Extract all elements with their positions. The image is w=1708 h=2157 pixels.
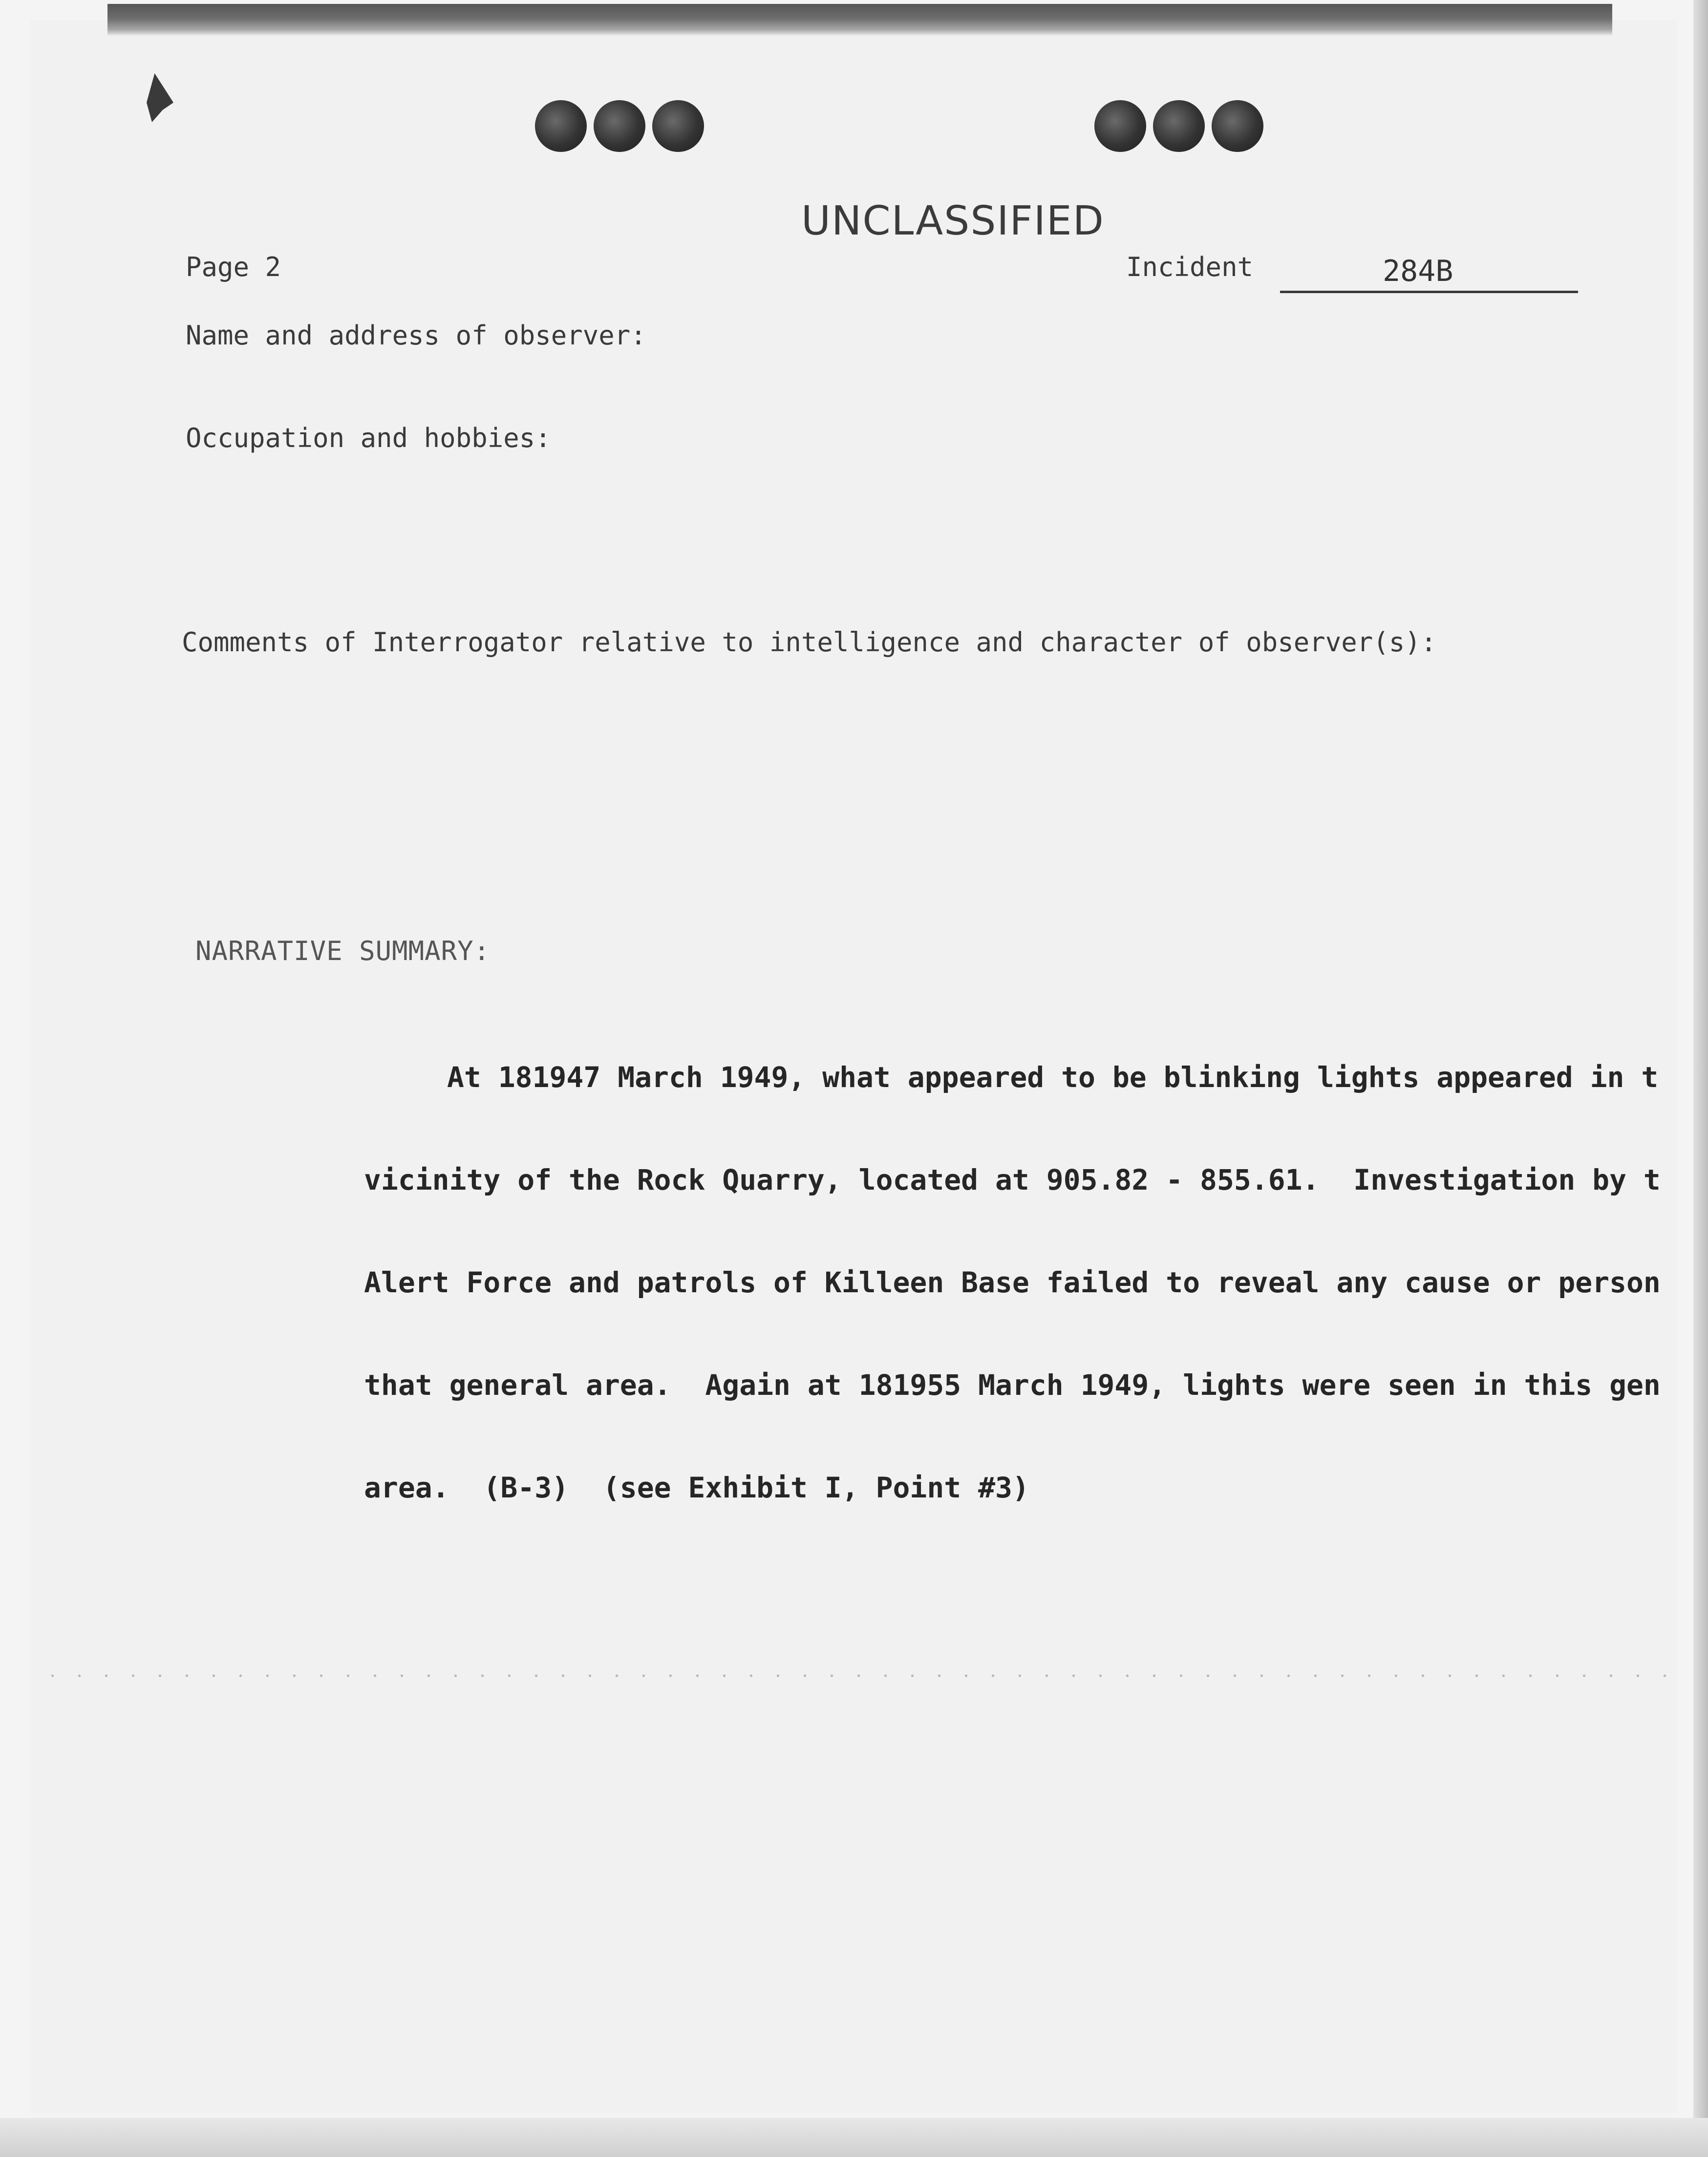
scan-speckles [39,1673,1671,1678]
punch-hole [535,100,587,152]
narrative-line: At 181947 March 1949, what appeared to be blinking lights appeared in t [447,1061,1659,1094]
scan-bottom-edge [0,2118,1708,2157]
punch-hole [1094,100,1146,152]
occupation-label: Occupation and hobbies: [186,423,551,453]
narrative-summary-text [364,992,1673,1539]
punch-hole [1212,100,1263,152]
punch-hole [652,100,704,152]
observer-name-label: Name and address of observer: [186,320,646,351]
comments-label: Comments of Interrogator relative to intelligence and character of observer(s): [182,627,1437,658]
punch-hole [594,100,645,152]
narrative-line: that general area. Again at 181955 March 1949, lights were seen in this gen [364,1368,1661,1402]
narrative-summary-heading: NARRATIVE SUMMARY: [195,936,491,966]
scan-right-edge [1693,0,1708,2157]
narrative-line: vicinity of the Rock Quarry, located at 905.82 - 855.61. Investigation by t [364,1163,1661,1196]
narrative-line: area. (B-3) (see Exhibit I, Point #3) [364,1471,1029,1504]
classification-stamp: UNCLASSIFIED [801,198,1105,244]
scan-top-edge [107,4,1612,36]
punch-holes-right [1094,100,1263,152]
page-number: Page 2 [186,252,281,282]
incident-underline [1280,291,1578,293]
narrative-line: Alert Force and patrols of Killeen Base failed to reveal any cause or person [364,1266,1661,1299]
punch-holes-left [535,100,704,152]
incident-number: 284B [1383,254,1453,288]
punch-hole [1153,100,1205,152]
incident-label: Incident [1126,252,1254,282]
